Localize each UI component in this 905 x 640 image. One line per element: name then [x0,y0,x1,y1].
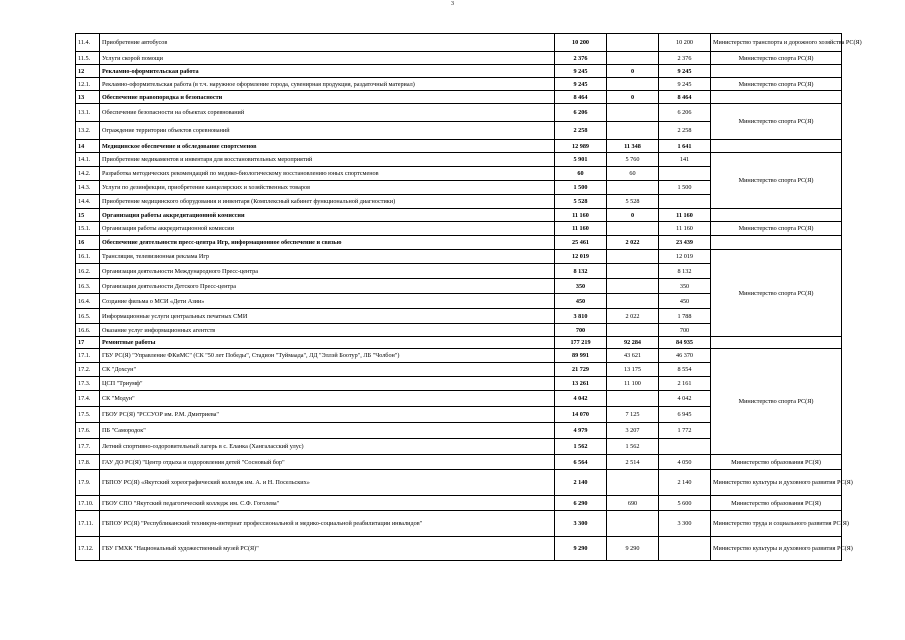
item-number: 14.1. [76,153,100,167]
total-amount: 177 219 [555,337,607,349]
table-row [76,496,842,511]
regional-amount: 9 245 [659,78,711,91]
regional-amount: 2 161 [659,377,711,391]
regional-amount: 11 160 [659,222,711,236]
federal-amount: 2 514 [607,455,659,470]
item-number: 14.4. [76,195,100,209]
responsible-organization [711,337,842,349]
item-number: 15.1. [76,222,100,236]
table-row [76,511,842,537]
table-row [76,153,842,167]
item-number: 17.12. [76,537,100,561]
total-amount: 5 528 [555,195,607,209]
table-row [76,250,842,264]
item-number: 17.1. [76,349,100,363]
total-amount: 3 300 [555,511,607,537]
table-row [76,78,842,91]
responsible-organization: Министерство культуры и духовного развития РС(Я) [711,537,842,561]
responsible-organization: Министерство спорта РС(Я) [711,250,842,337]
item-name: ГБПОУ РС(Я) "Республиканский техникум-интернат профессиональной и медико-социальной реабилитации инвалидов" [100,511,555,537]
item-name: Организация деятельности Международного Пресс-центра [100,264,555,279]
responsible-organization [711,236,842,250]
responsible-organization: Министерство культуры и духовного развития РС(Я) [711,470,842,496]
item-name: Услуги по дезинфекции, приобретение канцелярских и хозяйственных товаров [100,181,555,195]
total-amount: 60 [555,167,607,181]
regional-amount: 1 500 [659,181,711,195]
regional-amount: 700 [659,324,711,337]
federal-amount: 7 125 [607,407,659,423]
federal-amount [607,181,659,195]
total-amount: 8 464 [555,91,607,104]
responsible-organization: Министерство образования РС(Я) [711,496,842,511]
federal-amount: 2 022 [607,236,659,250]
total-amount: 11 160 [555,209,607,222]
total-amount: 14 070 [555,407,607,423]
federal-amount [607,122,659,140]
federal-amount [607,391,659,407]
total-amount: 450 [555,294,607,309]
item-number: 17.5. [76,407,100,423]
item-number: 17.10. [76,496,100,511]
federal-amount [607,264,659,279]
item-number: 17.7. [76,439,100,455]
item-name: ПБ "Самородок" [100,423,555,439]
item-name: Разработка методических рекомендаций по медико-биологическому восстановлению юных спортсменов [100,167,555,181]
item-name: СК "Дохсун" [100,363,555,377]
item-name: Оказание услуг информационных агентств [100,324,555,337]
federal-amount [607,324,659,337]
regional-amount: 6 206 [659,104,711,122]
section-row [76,65,842,78]
table-row [76,537,842,561]
federal-amount: 0 [607,209,659,222]
item-number: 17.8. [76,455,100,470]
responsible-organization: Министерство труда и социального развития РС(Я) [711,511,842,537]
total-amount: 1 562 [555,439,607,455]
federal-amount: 11 348 [607,140,659,153]
responsible-organization: Министерство образования РС(Я) [711,455,842,470]
item-number: 13.2. [76,122,100,140]
federal-amount [607,78,659,91]
total-amount: 3 810 [555,309,607,324]
federal-amount: 5 760 [607,153,659,167]
regional-amount: 2 258 [659,122,711,140]
total-amount: 9 290 [555,537,607,561]
total-amount: 700 [555,324,607,337]
regional-amount: 3 300 [659,511,711,537]
total-amount: 25 461 [555,236,607,250]
section-row [76,236,842,250]
section-row [76,140,842,153]
item-name: Организация деятельности Детского Пресс-центра [100,279,555,294]
item-number: 16 [76,236,100,250]
item-number: 14.2. [76,167,100,181]
responsible-organization: Министерство спорта РС(Я) [711,222,842,236]
total-amount: 350 [555,279,607,294]
regional-amount [659,167,711,181]
item-name: ГБУ ГМХК "Национальный художественный музей РС(Я)" [100,537,555,561]
table-row [76,52,842,65]
federal-amount: 13 175 [607,363,659,377]
item-name: Рекламно-оформительская работа (в т.ч. наружное оформление города, сувенирная продукция, раздаточный материал) [100,78,555,91]
responsible-organization [711,140,842,153]
item-number: 17 [76,337,100,349]
item-number: 11.4. [76,34,100,52]
item-name: Обеспечение правопорядка и безопасности [100,91,555,104]
federal-amount: 11 100 [607,377,659,391]
responsible-organization: Министерство спорта РС(Я) [711,104,842,140]
item-number: 16.5. [76,309,100,324]
regional-amount: 4 050 [659,455,711,470]
regional-amount: 23 439 [659,236,711,250]
item-number: 16.1. [76,250,100,264]
item-name: ГБОУ СПО "Якутский педагогический колледж им. С.Ф. Гоголева" [100,496,555,511]
total-amount: 1 500 [555,181,607,195]
federal-amount: 92 284 [607,337,659,349]
item-number: 16.3. [76,279,100,294]
table-row [76,34,842,52]
responsible-organization: Министерство спорта РС(Я) [711,52,842,65]
responsible-organization [711,65,842,78]
federal-amount: 1 562 [607,439,659,455]
regional-amount: 10 200 [659,34,711,52]
item-number: 12 [76,65,100,78]
item-name: Организация работы аккредитационной комиссии [100,209,555,222]
regional-amount: 12 019 [659,250,711,264]
federal-amount [607,279,659,294]
federal-amount [607,511,659,537]
section-row [76,209,842,222]
total-amount: 11 160 [555,222,607,236]
regional-amount: 46 370 [659,349,711,363]
item-name: ЦСП "Триумф" [100,377,555,391]
item-number: 14 [76,140,100,153]
federal-amount: 43 621 [607,349,659,363]
responsible-organization: Министерство транспорта и дорожного хозяйства РС(Я) [711,34,842,52]
regional-amount: 8 464 [659,91,711,104]
federal-amount: 5 528 [607,195,659,209]
regional-amount: 1 788 [659,309,711,324]
total-amount: 6 206 [555,104,607,122]
item-name: Информационные услуги центральных печатных СМИ [100,309,555,324]
regional-amount: 1 641 [659,140,711,153]
regional-amount: 84 935 [659,337,711,349]
federal-amount: 3 207 [607,423,659,439]
total-amount: 13 261 [555,377,607,391]
item-number: 16.4. [76,294,100,309]
item-name: Ограждение территории объектов соревнований [100,122,555,140]
item-name: Обеспечение безопасности на объектах соревнований [100,104,555,122]
responsible-organization: Министерство спорта РС(Я) [711,153,842,209]
federal-amount: 60 [607,167,659,181]
table-row [76,455,842,470]
item-name: Организация работы аккредитационной комиссии [100,222,555,236]
item-number: 11.5. [76,52,100,65]
item-number: 17.9. [76,470,100,496]
item-name: Услуги скорой помощи [100,52,555,65]
item-name: Обеспечение деятельности пресс-центра Игр, информационное обеспечение и связью [100,236,555,250]
item-number: 14.3. [76,181,100,195]
table-row [76,349,842,363]
regional-amount: 2 140 [659,470,711,496]
item-number: 16.2. [76,264,100,279]
total-amount: 89 991 [555,349,607,363]
table-row [76,104,842,122]
federal-amount: 0 [607,91,659,104]
item-number: 17.3. [76,377,100,391]
budget-table [75,33,862,561]
item-number: 17.4. [76,391,100,407]
federal-amount [607,52,659,65]
total-amount: 12 989 [555,140,607,153]
responsible-organization: Министерство спорта РС(Я) [711,78,842,91]
regional-amount: 9 245 [659,65,711,78]
regional-amount: 8 554 [659,363,711,377]
total-amount: 4 042 [555,391,607,407]
item-number: 13.1. [76,104,100,122]
item-number: 17.11. [76,511,100,537]
item-name: Создание фильма о МСИ «Дети Азии» [100,294,555,309]
total-amount: 6 564 [555,455,607,470]
regional-amount: 5 600 [659,496,711,511]
total-amount: 9 245 [555,65,607,78]
item-name: ГБПОУ РС(Я) «Якутский хореографический колледж им. А. и Н. Посельских» [100,470,555,496]
regional-amount [659,195,711,209]
regional-amount: 11 160 [659,209,711,222]
responsible-organization [711,209,842,222]
item-number: 13 [76,91,100,104]
item-number: 17.2. [76,363,100,377]
regional-amount: 350 [659,279,711,294]
total-amount: 2 258 [555,122,607,140]
federal-amount: 0 [607,65,659,78]
federal-amount: 9 290 [607,537,659,561]
regional-amount: 141 [659,153,711,167]
item-name: Ремонтные работы [100,337,555,349]
federal-amount [607,104,659,122]
item-number: 15 [76,209,100,222]
federal-amount: 690 [607,496,659,511]
item-name: Медицинское обеспечение и обследование спортсменов [100,140,555,153]
federal-amount [607,294,659,309]
total-amount: 21 729 [555,363,607,377]
page-number: 3 [451,1,454,7]
item-number: 16.6. [76,324,100,337]
responsible-organization: Министерство спорта РС(Я) [711,349,842,455]
item-name: ГБОУ РС(Я) "РССУОР им. Р.М. Дмитриева" [100,407,555,423]
item-name: Приобретение медикаментов и инвентаря для восстановительных мероприятий [100,153,555,167]
item-name: Рекламно-оформительская работа [100,65,555,78]
section-row [76,337,842,349]
table-row [76,222,842,236]
responsible-organization [711,91,842,104]
total-amount: 2 376 [555,52,607,65]
item-number: 12.1. [76,78,100,91]
total-amount: 4 979 [555,423,607,439]
total-amount: 12 019 [555,250,607,264]
total-amount: 9 245 [555,78,607,91]
regional-amount [659,537,711,561]
regional-amount [659,439,711,455]
regional-amount: 450 [659,294,711,309]
item-number: 17.6. [76,423,100,439]
regional-amount: 6 945 [659,407,711,423]
regional-amount: 1 772 [659,423,711,439]
item-name: Трансляция, телевизионная реклама Игр [100,250,555,264]
item-name: ГАУ ДО РС(Я) "Центр отдыха и оздоровления детей "Сосновый бор" [100,455,555,470]
total-amount: 8 132 [555,264,607,279]
total-amount: 6 290 [555,496,607,511]
total-amount: 10 200 [555,34,607,52]
item-name: Летний спортивно-оздоровительный лагерь в с. Еланка (Хангаласский улус) [100,439,555,455]
federal-amount [607,250,659,264]
regional-amount: 8 132 [659,264,711,279]
federal-amount [607,222,659,236]
section-row [76,91,842,104]
table-row [76,470,842,496]
federal-amount: 2 022 [607,309,659,324]
total-amount: 5 901 [555,153,607,167]
item-name: Приобретение автобусов [100,34,555,52]
federal-amount [607,470,659,496]
regional-amount: 4 042 [659,391,711,407]
item-name: ГБУ РС(Я) "Управление ФКиМС" (СК "50 лет Победы", Стадион "Туймаада", ЛД "Эллэй Боотур", ЛБ "Чолбон") [100,349,555,363]
item-name: СК "Модун" [100,391,555,407]
total-amount: 2 140 [555,470,607,496]
federal-amount [607,34,659,52]
item-name: Приобретение медицинского оборудования и инвентаря (Комплексный кабинет функциональной диагностики) [100,195,555,209]
regional-amount: 2 376 [659,52,711,65]
